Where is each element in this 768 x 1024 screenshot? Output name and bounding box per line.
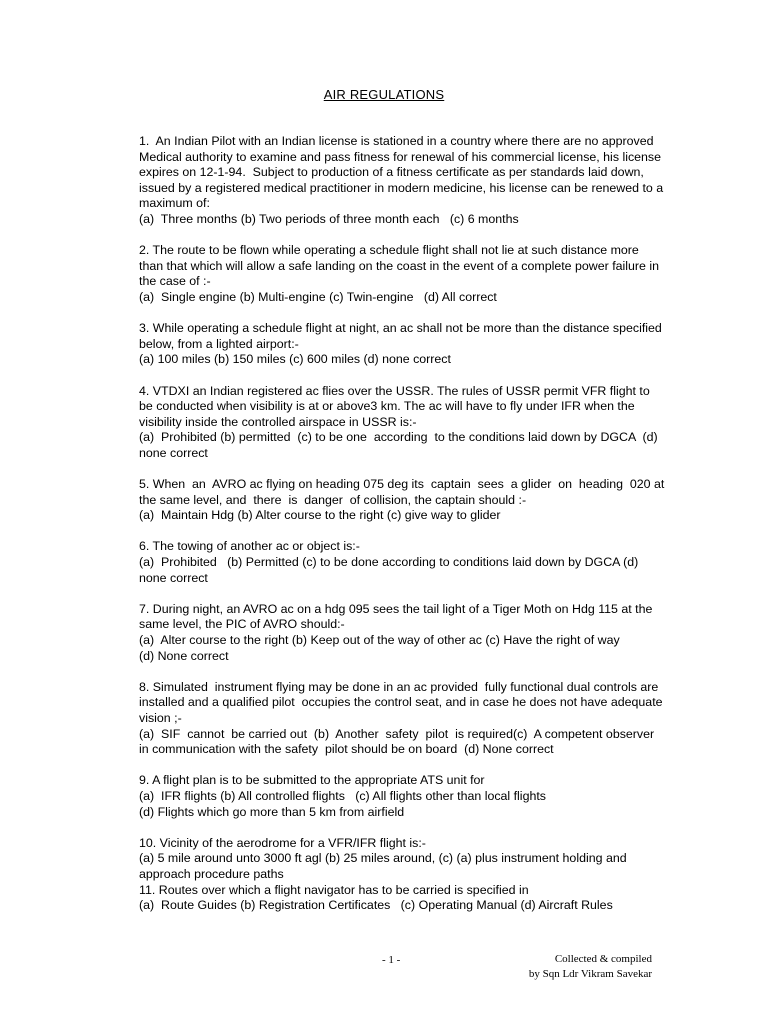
answer-options: (a) Single engine (b) Multi-engine (c) Twin-engine (d) All correct — [139, 289, 497, 304]
question-line: maximum of: — [139, 196, 210, 211]
question-line: 10. Vicinity of the aerodrome for a VFR/IFR flight is:- — [139, 835, 426, 850]
question-3 — [139, 321, 699, 368]
question-9 — [139, 773, 699, 820]
spacer — [139, 820, 699, 836]
compiler-credit — [514, 952, 652, 982]
spacer — [139, 461, 699, 477]
answer-options: none correct — [139, 570, 208, 585]
credit-author: by Sqn Ldr Vikram Savekar — [528, 968, 652, 980]
question-line: Medical authority to examine and pass fitness for renewal of his commercial license, his license — [139, 149, 662, 164]
question-line: 4. VTDXI an Indian registered ac flies over the USSR. The rules of USSR permit VFR flight to — [139, 383, 650, 398]
answer-options: (a) 5 mile around unto 3000 ft agl (b) 25 miles around, (c) (a) plus instrument holding and — [139, 851, 627, 866]
question-line: same level, the PIC of AVRO should:- — [139, 617, 345, 632]
question-line: expires on 12-1-94. Subject to production of a fitness certificate as per standards laid down, — [139, 165, 644, 180]
answer-options: approach procedure paths — [139, 866, 284, 881]
question-line: 7. During night, an AVRO ac on a hdg 095 sees the tail light of a Tiger Moth on Hdg 115 at the — [139, 601, 653, 616]
question-line: below, from a lighted airport:- — [139, 336, 299, 351]
question-11 — [139, 883, 699, 914]
credit-line: Collected & compiled — [554, 953, 652, 965]
question-line: installed and a qualified pilot occupies the control seat, and in case he does not have adequate — [139, 695, 663, 710]
page-number: - 1 - — [382, 954, 401, 966]
answer-options: (a) 100 miles (b) 150 miles (c) 600 miles (d) none correct — [139, 352, 451, 367]
spacer — [139, 586, 699, 602]
question-line: 11. Routes over which a flight navigator has to be carried is specified in — [139, 882, 529, 897]
question-line: the case of :- — [139, 274, 211, 289]
question-line: issued by a registered medical practitioner in modern medicine, his license can be renewed to a — [139, 180, 664, 195]
question-5 — [139, 477, 699, 524]
question-line: vision ;- — [139, 710, 182, 725]
answer-options: none correct — [139, 445, 208, 460]
question-line: 5. When an AVRO ac flying on heading 075 deg its captain sees a glider on heading 020 at — [139, 477, 665, 492]
spacer — [139, 758, 699, 774]
page-title: AIR REGULATIONS — [323, 87, 445, 102]
answer-options: (a) Alter course to the right (b) Keep out of the way of other ac (c) Have the right of way — [139, 633, 620, 647]
spacer — [139, 664, 699, 680]
answer-options: in communication with the safety pilot should be on board (d) None correct — [139, 742, 554, 757]
question-line: 8. Simulated instrument flying may be done in an ac provided fully functional dual controls are — [139, 679, 659, 694]
question-line: visibility inside the controlled airspace in USSR is:- — [139, 414, 417, 429]
question-1 — [139, 134, 699, 228]
answer-options: (a) Three months (b) Two periods of three month each (c) 6 months — [139, 211, 519, 226]
question-line: the same level, and there is danger of collision, the captain should :- — [139, 492, 527, 507]
answer-options: (a) Route Guides (b) Registration Certificates (c) Operating Manual (d) Aircraft Rules — [139, 898, 613, 913]
spacer — [139, 368, 699, 384]
question-line: be conducted when visibility is at or above3 km. The ac will have to fly under IFR when the — [139, 399, 635, 414]
spacer — [139, 524, 699, 540]
answer-options: (a) Prohibited (b) permitted (c) to be one according to the conditions laid down by DGCA (d) — [139, 430, 658, 445]
answer-options: (a) SIF cannot be carried out (b) Another safety pilot is required(c) A competent observer — [139, 726, 655, 741]
question-line: 3. While operating a schedule flight at night, an ac shall not be more than the distance specified — [139, 321, 662, 336]
answer-options: (a) IFR flights (b) All controlled flights (c) All flights other than local flights — [139, 788, 546, 803]
question-line: 9. A flight plan is to be submitted to the appropriate ATS unit for — [139, 773, 485, 788]
question-6 — [139, 539, 699, 586]
question-2 — [139, 243, 699, 305]
question-line: 6. The towing of another ac or object is:- — [139, 539, 360, 554]
answer-options: (d) None correct — [139, 648, 229, 663]
question-10 — [139, 836, 699, 883]
question-line: 2. The route to be flown while operating a schedule flight shall not lie at such distance more — [139, 243, 639, 258]
spacer — [139, 306, 699, 322]
spacer — [139, 228, 699, 244]
answer-options: (a) Prohibited (b) Permitted (c) to be done according to conditions laid down by DGCA (d) — [139, 555, 639, 570]
question-8 — [139, 680, 699, 758]
answer-options: (d) Flights which go more than 5 km from airfield — [139, 804, 405, 819]
question-line: than that which will allow a safe landing on the coast in the event of a complete power failure in — [139, 258, 660, 273]
question-7 — [139, 602, 699, 664]
question-4 — [139, 384, 699, 462]
answer-options: (a) Maintain Hdg (b) Alter course to the right (c) give way to glider — [139, 508, 501, 523]
question-list — [139, 134, 699, 914]
question-line: 1. An Indian Pilot with an Indian license is stationed in a country where there are no approved — [139, 134, 654, 148]
